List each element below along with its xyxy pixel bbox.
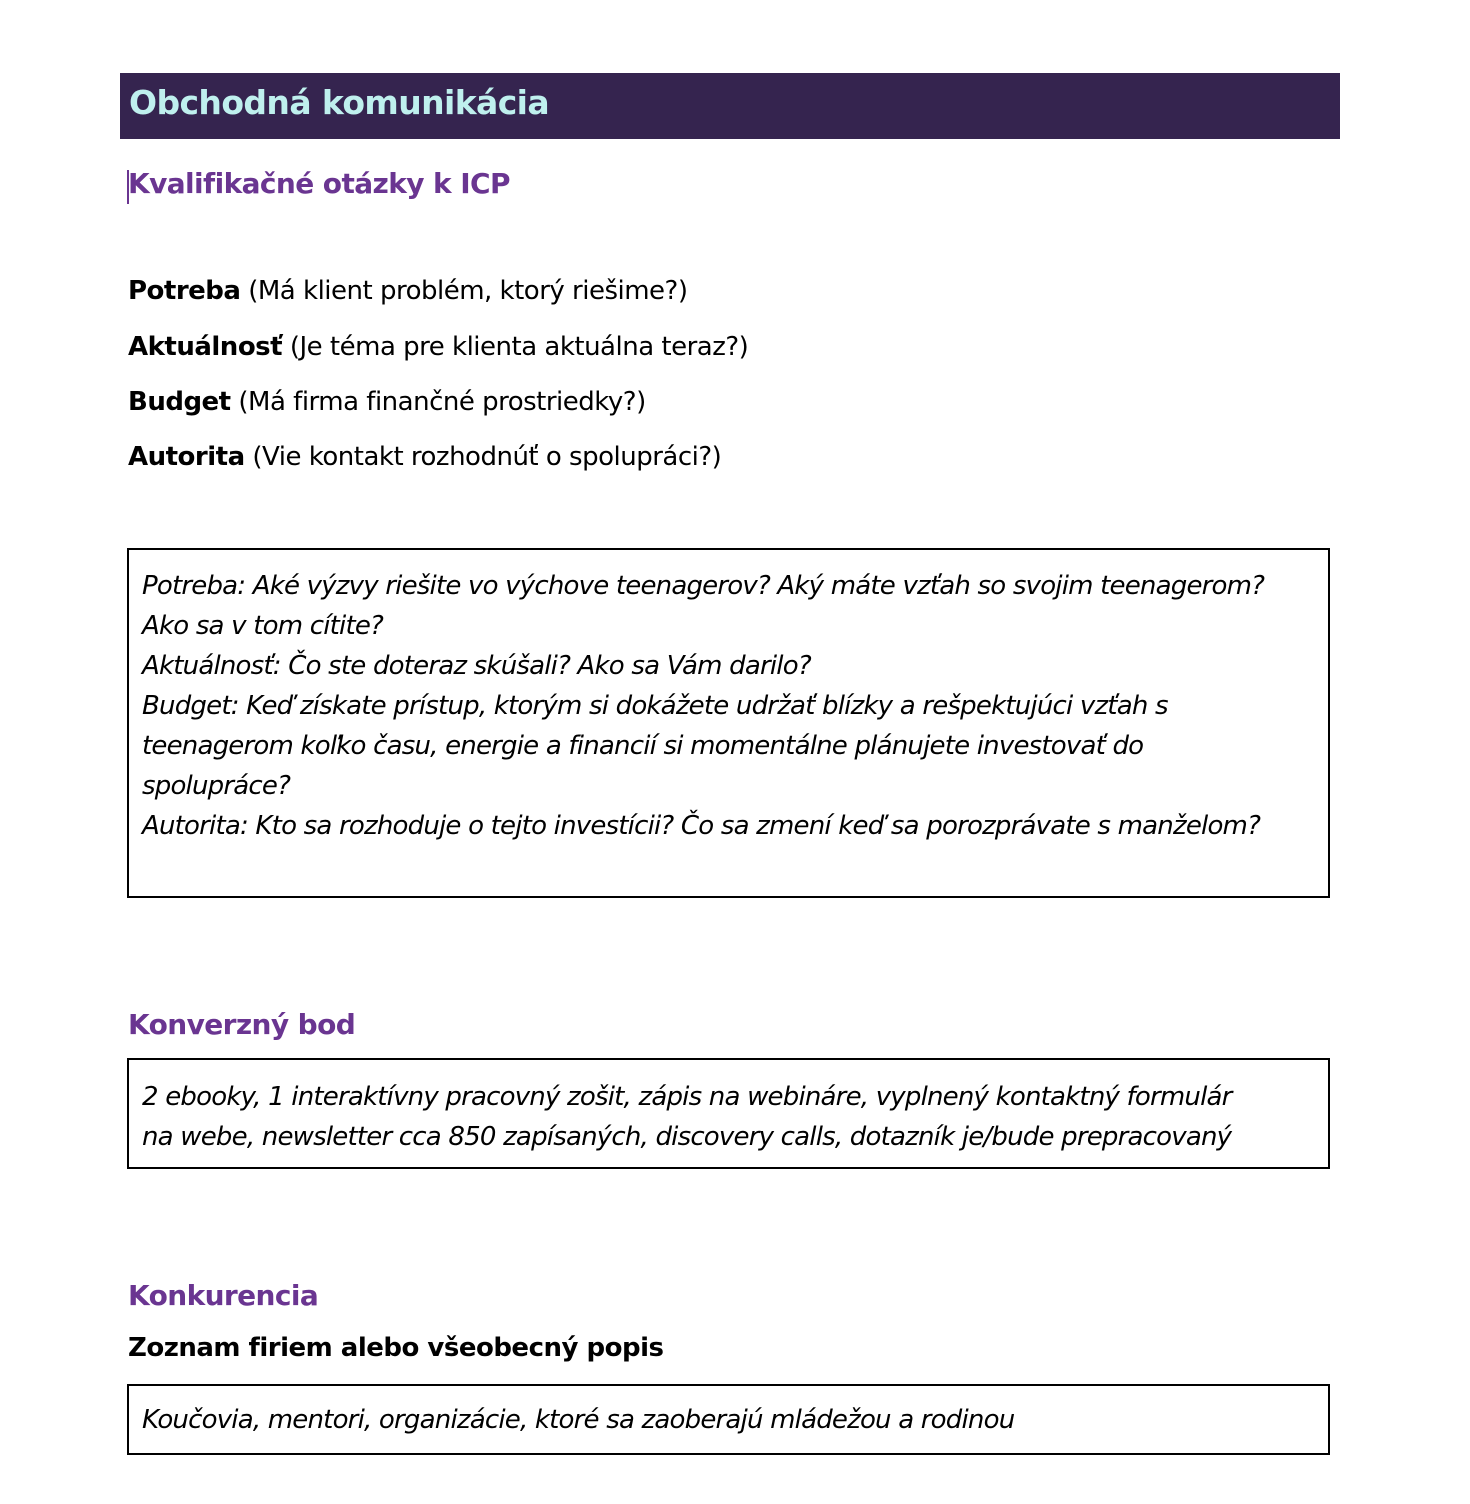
answer-line: Aktuálnosť: Čo ste doteraz skúšali? Ako sa Vám darilo?: [142, 651, 811, 681]
answer-line: na webe, newsletter cca 850 zapísaných, discovery calls, dotazník je/bude prepracovaný: [142, 1122, 1232, 1152]
criterion-description: (Má firma finančné prostriedky?): [230, 387, 646, 417]
answer-line: Ako sa v tom cítite?: [142, 611, 384, 641]
conversion-heading[interactable]: Konverzný bod: [128, 1008, 356, 1041]
qualification-answer-text[interactable]: [142, 566, 1320, 846]
criterion-term: Potreba: [128, 276, 241, 306]
criterion-description: (Vie kontakt rozhodnúť o spolupráci?): [244, 442, 722, 472]
competition-heading[interactable]: Konkurencia: [128, 1279, 319, 1312]
criterion-description: (Je téma pre klienta aktuálna teraz?): [282, 332, 749, 362]
answer-line: 2 ebooky, 1 interaktívny pracovný zošit, zápis na webináre, vyplnený kontaktný formulár: [142, 1082, 1232, 1112]
criterion-term: Autorita: [128, 442, 245, 472]
criterion-autorita[interactable]: [128, 442, 721, 472]
answer-line: Potreba: Aké výzvy riešite vo výchove teenagerov? Aký máte vzťah so svojim teenagerom?: [142, 571, 1265, 601]
competition-answer-text[interactable]: [142, 1400, 1320, 1440]
criterion-description: (Má klient problém, ktorý riešime?): [240, 276, 688, 306]
answer-line: Budget: Keď získate prístup, ktorým si dokážete udržať blízky a rešpektujúci vzťah s: [142, 691, 1168, 721]
qualification-heading[interactable]: Kvalifikačné otázky k ICP: [128, 167, 510, 200]
section-banner: [120, 73, 1340, 139]
competition-subheading[interactable]: Zoznam firiem alebo všeobecný popis: [128, 1333, 664, 1363]
answer-line: spolupráce?: [142, 771, 291, 801]
conversion-answer-box[interactable]: [127, 1058, 1330, 1169]
qualification-answer-box[interactable]: [127, 548, 1330, 898]
criterion-term: Aktuálnosť: [128, 332, 283, 362]
banner-title: Obchodná komunikácia: [129, 83, 550, 122]
competition-answer-box[interactable]: [127, 1384, 1330, 1455]
criterion-potreba[interactable]: [128, 276, 688, 306]
answer-line: Koučovia, mentori, organizácie, ktoré sa zaoberajú mládežou a rodinou: [142, 1405, 1015, 1435]
criterion-term: Budget: [128, 387, 231, 417]
answer-line: teenagerom koľko času, energie a financií si momentálne plánujete investovať do: [142, 731, 1144, 761]
conversion-answer-text[interactable]: [142, 1077, 1320, 1157]
criterion-aktualnost[interactable]: [128, 332, 748, 362]
criterion-budget[interactable]: [128, 387, 646, 417]
answer-line: Autorita: Kto sa rozhoduje o tejto investícii? Čo sa zmení keď sa porozprávate s manželom?: [142, 811, 1261, 841]
